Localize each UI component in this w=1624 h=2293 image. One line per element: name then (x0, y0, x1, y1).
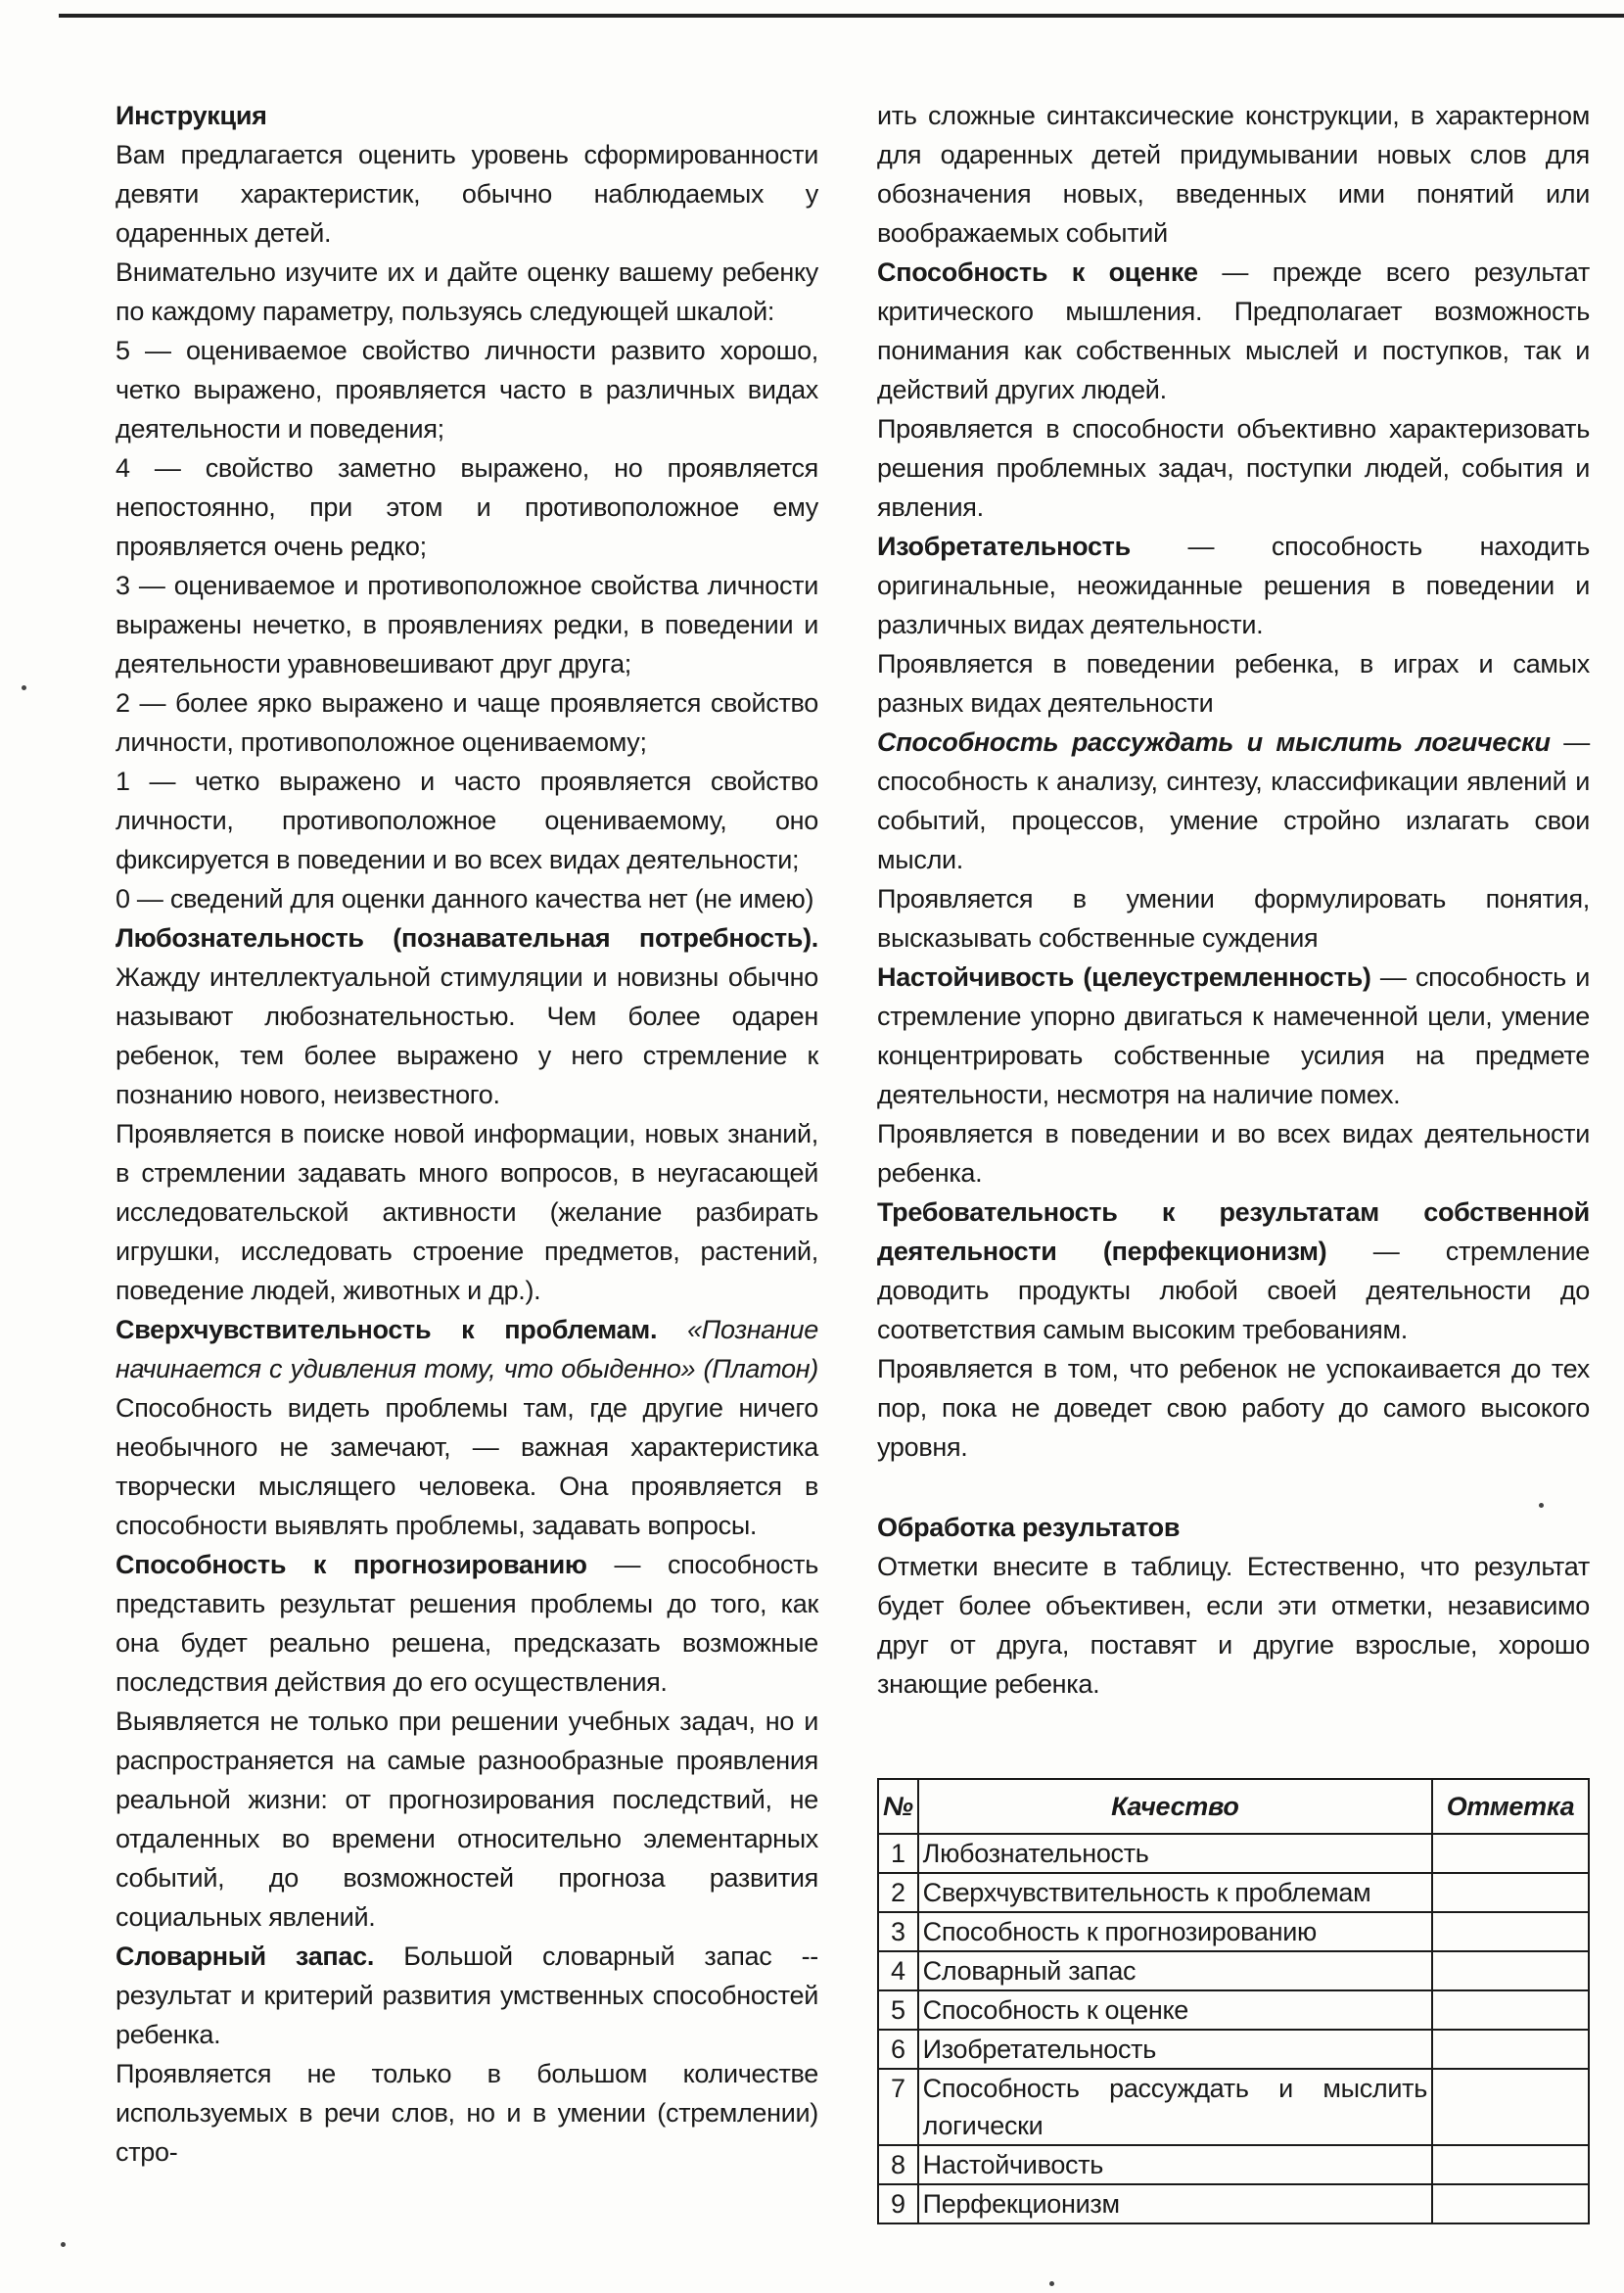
evaluation-manifest: Проявляется в способности объективно характеризовать решения проблемных задач, поступки людей, события и явления. (877, 414, 1590, 522)
row-number: 5 (878, 1990, 918, 2030)
invention-heading: Изобретательность (877, 532, 1131, 561)
row-quality: Способность рассуждать и мыслить логически (918, 2069, 1432, 2145)
curiosity-text: Жажду интеллектуальной стимуляции и новизны обычно называют любознательностью. Чем более одарен ребенок, тем более выражено у него стремление к познанию нового, неизвестного. (116, 962, 818, 1109)
row-quality: Изобретательность (918, 2030, 1432, 2069)
scale-item-0: 0 — сведений для оценки данного качества нет (не имею) (116, 884, 814, 913)
scan-speck (61, 2242, 66, 2247)
forecast-heading: Способность к прогнозированию (116, 1550, 587, 1579)
logic-text: — способность к анализу, синтезу, классификации явлений и событий, процессов, умение стройно излагать свои мысли. (877, 727, 1590, 874)
sensitivity-quote: «Познание начинается с удивления тому, что обыденно» (Платон) (116, 1315, 818, 1383)
table-header-row (878, 1779, 1589, 1834)
scale-item-5: 5 — оцениваемое свойство личности развито хорошо, четко выражено, проявляется часто в различных видах деятельности и поведения; (116, 336, 818, 444)
row-quality: Любознательность (918, 1834, 1432, 1873)
sensitivity-heading: Сверхчувствительность к проблемам. (116, 1315, 658, 1344)
scan-speck (1539, 1503, 1544, 1508)
table-row (878, 1951, 1589, 1990)
curiosity-heading: Любознательность (познавательная потребность). (116, 923, 818, 953)
left-column (116, 96, 818, 2172)
top-rule (59, 14, 1624, 18)
row-number: 7 (878, 2069, 918, 2145)
persistence-heading: Настойчивость (целеустремленность) (877, 962, 1371, 992)
logic-paragraph (877, 723, 1590, 879)
logic-manifest: Проявляется в умении формулировать понятия, высказывать собственные суждения (877, 884, 1590, 953)
row-mark[interactable] (1432, 2184, 1589, 2223)
curiosity-paragraph (116, 918, 818, 1114)
forecast-text: — способность представить результат решения проблемы до того, как она будет реально решена, предсказать возможные последствия действия до его осуществления. (116, 1550, 818, 1697)
table-row (878, 1912, 1589, 1951)
scale-item-4: 4 — свойство заметно выражено, но проявляется непостоянно, при этом и противоположное ему проявляется очень редко; (116, 453, 818, 561)
right-column (877, 96, 1590, 2224)
persistence-manifest: Проявляется в поведении и во всех видах деятельности ребенка. (877, 1119, 1590, 1188)
row-mark[interactable] (1432, 1834, 1589, 1873)
row-number: 2 (878, 1873, 918, 1912)
table-row (878, 1834, 1589, 1873)
row-quality: Способность к прогнозированию (918, 1912, 1432, 1951)
row-number: 6 (878, 2030, 918, 2069)
row-quality: Настойчивость (918, 2145, 1432, 2184)
table-row (878, 2145, 1589, 2184)
instruction-heading: Инструкция (116, 101, 267, 130)
scale-item-2: 2 — более ярко выражено и чаще проявляется свойство личности, противоположное оцениваемому; (116, 688, 818, 757)
perfection-paragraph (877, 1193, 1590, 1349)
row-number: 3 (878, 1912, 918, 1951)
scan-speck (22, 685, 26, 690)
row-number: 8 (878, 2145, 918, 2184)
invention-text: — способность находить оригинальные, неожиданные решения в поведении и различных видах деятельности. (877, 532, 1590, 639)
processing-heading: Обработка результатов (877, 1513, 1181, 1542)
curiosity-manifest: Проявляется в поиске новой информации, новых знаний, в стремлении задавать много вопросов, в неугасающей исследовательской активности (желание разбирать игрушки, исследовать строение предметов, растений, поведение людей, животных и др.). (116, 1119, 818, 1305)
vocab-paragraph (116, 1937, 818, 2054)
perfection-heading: Требовательность к результатам собственной деятельности (перфекционизм) (877, 1197, 1590, 1266)
table-row (878, 1873, 1589, 1912)
scan-speck (1049, 2281, 1054, 2286)
sensitivity-paragraph (116, 1310, 818, 1545)
table-row (878, 2069, 1589, 2145)
vocab-text: Большой словарный запас -- результат и критерий развития умственных способностей ребенка. (116, 1942, 818, 2049)
row-mark[interactable] (1432, 1873, 1589, 1912)
scale-item-1: 1 — четко выражено и часто проявляется свойство личности, противоположное оцениваемому, оно фиксируется в поведении и во всех видах деятельности; (116, 767, 818, 874)
row-quality: Перфекционизм (918, 2184, 1432, 2223)
header-quality: Качество (918, 1779, 1432, 1834)
study-paragraph: Внимательно изучите их и дайте оценку вашему ребенку по каждому параметру, пользуясь следующей шкалой: (116, 257, 818, 326)
header-number: № (878, 1779, 918, 1834)
invention-paragraph (877, 527, 1590, 644)
row-number: 4 (878, 1951, 918, 1990)
table-row (878, 2030, 1589, 2069)
perfection-text: — стремление доводить продукты любой своей деятельности до соответствия самым высоким требованиям. (877, 1237, 1591, 1344)
invention-manifest: Проявляется в поведении ребенка, в играх и самых разных видах деятельности (877, 649, 1590, 718)
row-mark[interactable] (1432, 1990, 1589, 2030)
table-row (878, 2184, 1589, 2223)
row-number: 9 (878, 2184, 918, 2223)
evaluation-heading: Способность к оценке (877, 257, 1198, 287)
logic-heading: Способность рассуждать и мыслить логически (877, 727, 1551, 757)
row-mark[interactable] (1432, 1951, 1589, 1990)
forecast-manifest: Выявляется не только при решении учебных задач, но и распространяется на самые разнообразные проявления реальной жизни: от прогнозирования последствий, не отдаленных во времени относительно элементарных событий, до возможностей прогноза развития социальных явлений. (116, 1707, 818, 1932)
row-mark[interactable] (1432, 2030, 1589, 2069)
row-mark[interactable] (1432, 2145, 1589, 2184)
evaluation-paragraph (877, 253, 1590, 409)
quality-table (877, 1778, 1590, 2224)
row-quality: Сверхчувствительность к проблемам (918, 1873, 1432, 1912)
table-gap (877, 1704, 1590, 1778)
vocab-manifest: Проявляется не только в большом количестве используемых в речи слов, но и в умении (стремлении) стро- (116, 2059, 818, 2167)
row-quality: Способность к оценке (918, 1990, 1432, 2030)
sensitivity-text: Способность видеть проблемы там, где другие ничего необычного не замечают, — важная характеристика творчески мыслящего человека. Она проявляется в способности выявлять проблемы, задавать вопросы. (116, 1393, 818, 1540)
table-row (878, 1990, 1589, 2030)
intro-paragraph: Вам предлагается оценить уровень сформированности девяти характеристик, обычно наблюдаемых у одаренных детей. (116, 140, 818, 248)
scale-item-3: 3 — оцениваемое и противоположное свойства личности выражены нечетко, в проявлениях редки, в поведении и деятельности уравновешивают друг друга; (116, 571, 818, 679)
row-quality: Словарный запас (918, 1951, 1432, 1990)
row-number: 1 (878, 1834, 918, 1873)
row-mark[interactable] (1432, 2069, 1589, 2145)
perfection-manifest: Проявляется в том, что ребенок не успокаивается до тех пор, пока не доведет свою работу до самого высокого уровня. (877, 1354, 1590, 1462)
header-mark: Отметка (1432, 1779, 1589, 1834)
persistence-paragraph (877, 958, 1590, 1114)
vocab-continued: ить сложные синтаксические конструкции, в характерном для одаренных детей придумывании новых слов для обозначения новых, введенных ими понятий или воображаемых событий (877, 101, 1590, 248)
row-mark[interactable] (1432, 1912, 1589, 1951)
section-gap (877, 1467, 1590, 1508)
forecast-paragraph (116, 1545, 818, 1702)
persistence-text: — способность и стремление упорно двигаться к намеченной цели, умение концентрировать собственные усилия на предмете деятельности, несмотря на наличие помех. (877, 962, 1590, 1109)
vocab-heading: Словарный запас. (116, 1942, 375, 1971)
processing-text: Отметки внесите в таблицу. Естественно, что результат будет более объективен, если эти отметки, независимо друг от друга, поставят и другие взрослые, хорошо знающие ребенка. (877, 1552, 1590, 1699)
evaluation-text: — прежде всего результат критического мышления. Предполагает возможность понимания как собственных мыслей и поступков, так и действий других людей. (877, 257, 1590, 404)
